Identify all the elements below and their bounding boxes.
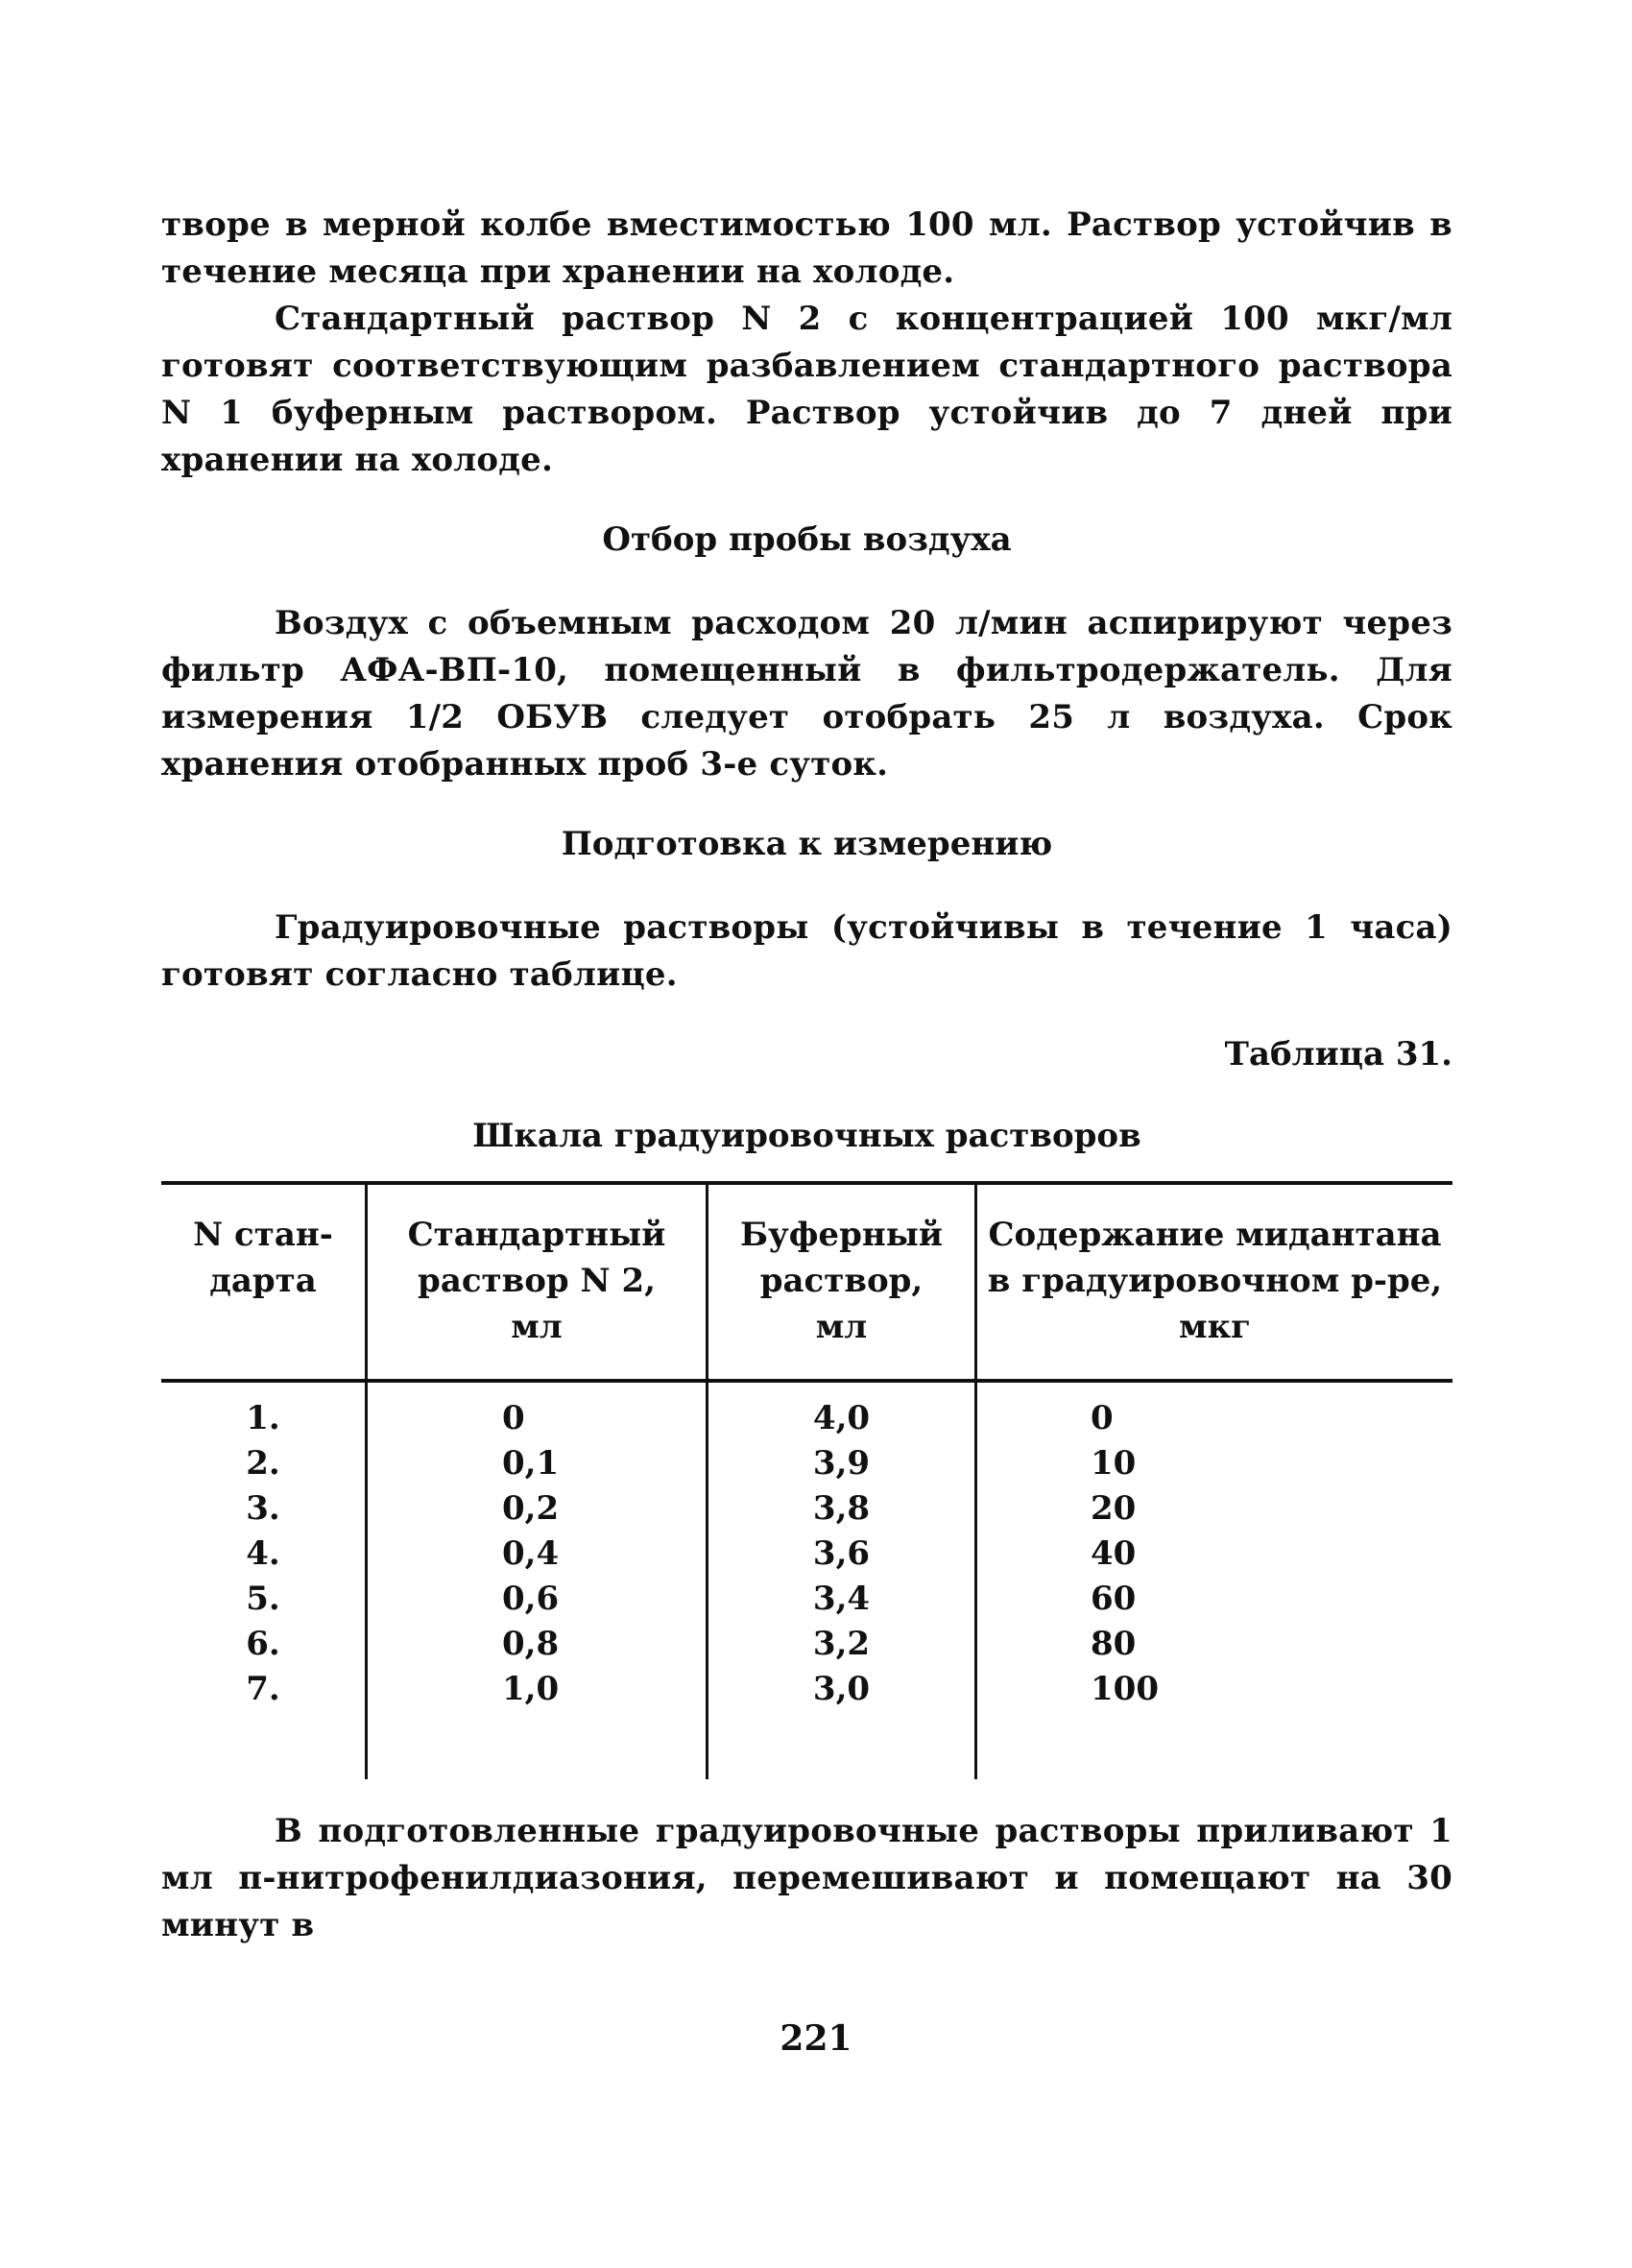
table-label: Таблица 31. — [1224, 1035, 1452, 1074]
paragraph-2: Стандартный раствор N 2 с концентрацией 100 мкг/мл готовят соответствующим разбавлением стандартного раствора N 1 буферным раствором. Раствор устойчив до 7 дней при хранении на холоде. — [161, 300, 1452, 479]
header-standard-number — [161, 1183, 367, 1381]
header-midantan-content — [976, 1183, 1453, 1381]
cell-content: 10 — [976, 1441, 1453, 1486]
cell-buffer: 3,8 — [708, 1486, 976, 1532]
heading-air-sampling: Отбор пробы воздуха — [602, 520, 1012, 559]
spacer-cell — [976, 1712, 1453, 1779]
header-line: дарта — [209, 1262, 317, 1300]
cell-content: 0 — [976, 1381, 1453, 1441]
table-title: Шкала градуировочных растворов — [472, 1117, 1141, 1155]
table-row — [161, 1381, 1452, 1441]
cell-content: 80 — [976, 1622, 1453, 1667]
cell-number: 7. — [246, 1670, 280, 1708]
table-row — [161, 1532, 1452, 1577]
cell-buffer: 3,0 — [708, 1667, 976, 1712]
cell-content: 20 — [976, 1486, 1453, 1532]
header-buffer-solution — [708, 1183, 976, 1381]
header-line: Стандартный — [407, 1216, 666, 1254]
paragraph-5: В подготовленные градуировочные растворы приливают 1 мл п-нитрофенилдиазония, перемешивают и помещают на 30 минут в — [161, 1812, 1452, 1944]
cell-buffer: 4,0 — [708, 1381, 976, 1441]
heading-preparation: Подготовка к измерению — [561, 825, 1053, 863]
cell-buffer: 3,9 — [708, 1441, 976, 1486]
calibration-table — [161, 1181, 1452, 1779]
page-content — [161, 202, 1452, 1949]
cell-buffer: 3,6 — [708, 1532, 976, 1577]
header-line: мкг — [1179, 1308, 1251, 1346]
spacer-cell — [708, 1712, 976, 1779]
cell-standard: 0,6 — [367, 1577, 708, 1622]
table-row — [161, 1667, 1452, 1712]
cell-number: 3. — [246, 1489, 280, 1528]
spacer-cell — [367, 1712, 708, 1779]
paragraph-4: Градуировочные растворы (устойчивы в течение 1 часа) готовят согласно таблице. — [161, 908, 1452, 994]
table-spacer-row — [161, 1712, 1452, 1779]
page-number: 221 — [780, 2018, 852, 2059]
cell-standard: 0,1 — [367, 1441, 708, 1486]
cell-content: 100 — [976, 1667, 1453, 1712]
header-line: раствор, — [759, 1262, 924, 1300]
cell-standard: 0,8 — [367, 1622, 708, 1667]
cell-buffer: 3,4 — [708, 1577, 976, 1622]
header-standard-solution — [367, 1183, 708, 1381]
cell-buffer: 3,2 — [708, 1622, 976, 1667]
cell-number: 4. — [246, 1534, 280, 1573]
header-line: Содержание мидантана — [988, 1216, 1442, 1254]
table-row — [161, 1577, 1452, 1622]
spacer-cell — [161, 1712, 367, 1779]
cell-standard: 0,2 — [367, 1486, 708, 1532]
cell-number: 6. — [246, 1625, 280, 1663]
cell-standard: 1,0 — [367, 1667, 708, 1712]
header-line: Буферный — [739, 1216, 944, 1254]
table-row — [161, 1486, 1452, 1532]
cell-standard: 0 — [367, 1381, 708, 1441]
paragraph-1: творе в мерной колбе вместимостью 100 мл. Раствор устойчив в течение месяца при хранении на холоде. — [161, 205, 1452, 291]
table-row — [161, 1441, 1452, 1486]
header-line: N стан- — [193, 1216, 333, 1254]
cell-content: 40 — [976, 1532, 1453, 1577]
header-line: раствор N 2, — [418, 1262, 656, 1300]
header-line: мл — [511, 1308, 563, 1346]
cell-number: 1. — [246, 1399, 280, 1437]
header-line: в градуировочном р-ре, — [987, 1262, 1443, 1300]
cell-standard: 0,4 — [367, 1532, 708, 1577]
table-header-row — [161, 1183, 1452, 1381]
paragraph-3: Воздух с объемным расходом 20 л/мин аспирируют через фильтр АФА-ВП-10, помещенный в фильтродержатель. Для измерения 1/2 ОБУВ следует отобрать 25 л воздуха. Срок хранения отобранных проб 3-е суток. — [161, 604, 1452, 784]
table-row — [161, 1622, 1452, 1667]
cell-content: 60 — [976, 1577, 1453, 1622]
cell-number: 2. — [246, 1444, 280, 1483]
cell-number: 5. — [246, 1580, 280, 1618]
header-line: мл — [815, 1308, 868, 1346]
